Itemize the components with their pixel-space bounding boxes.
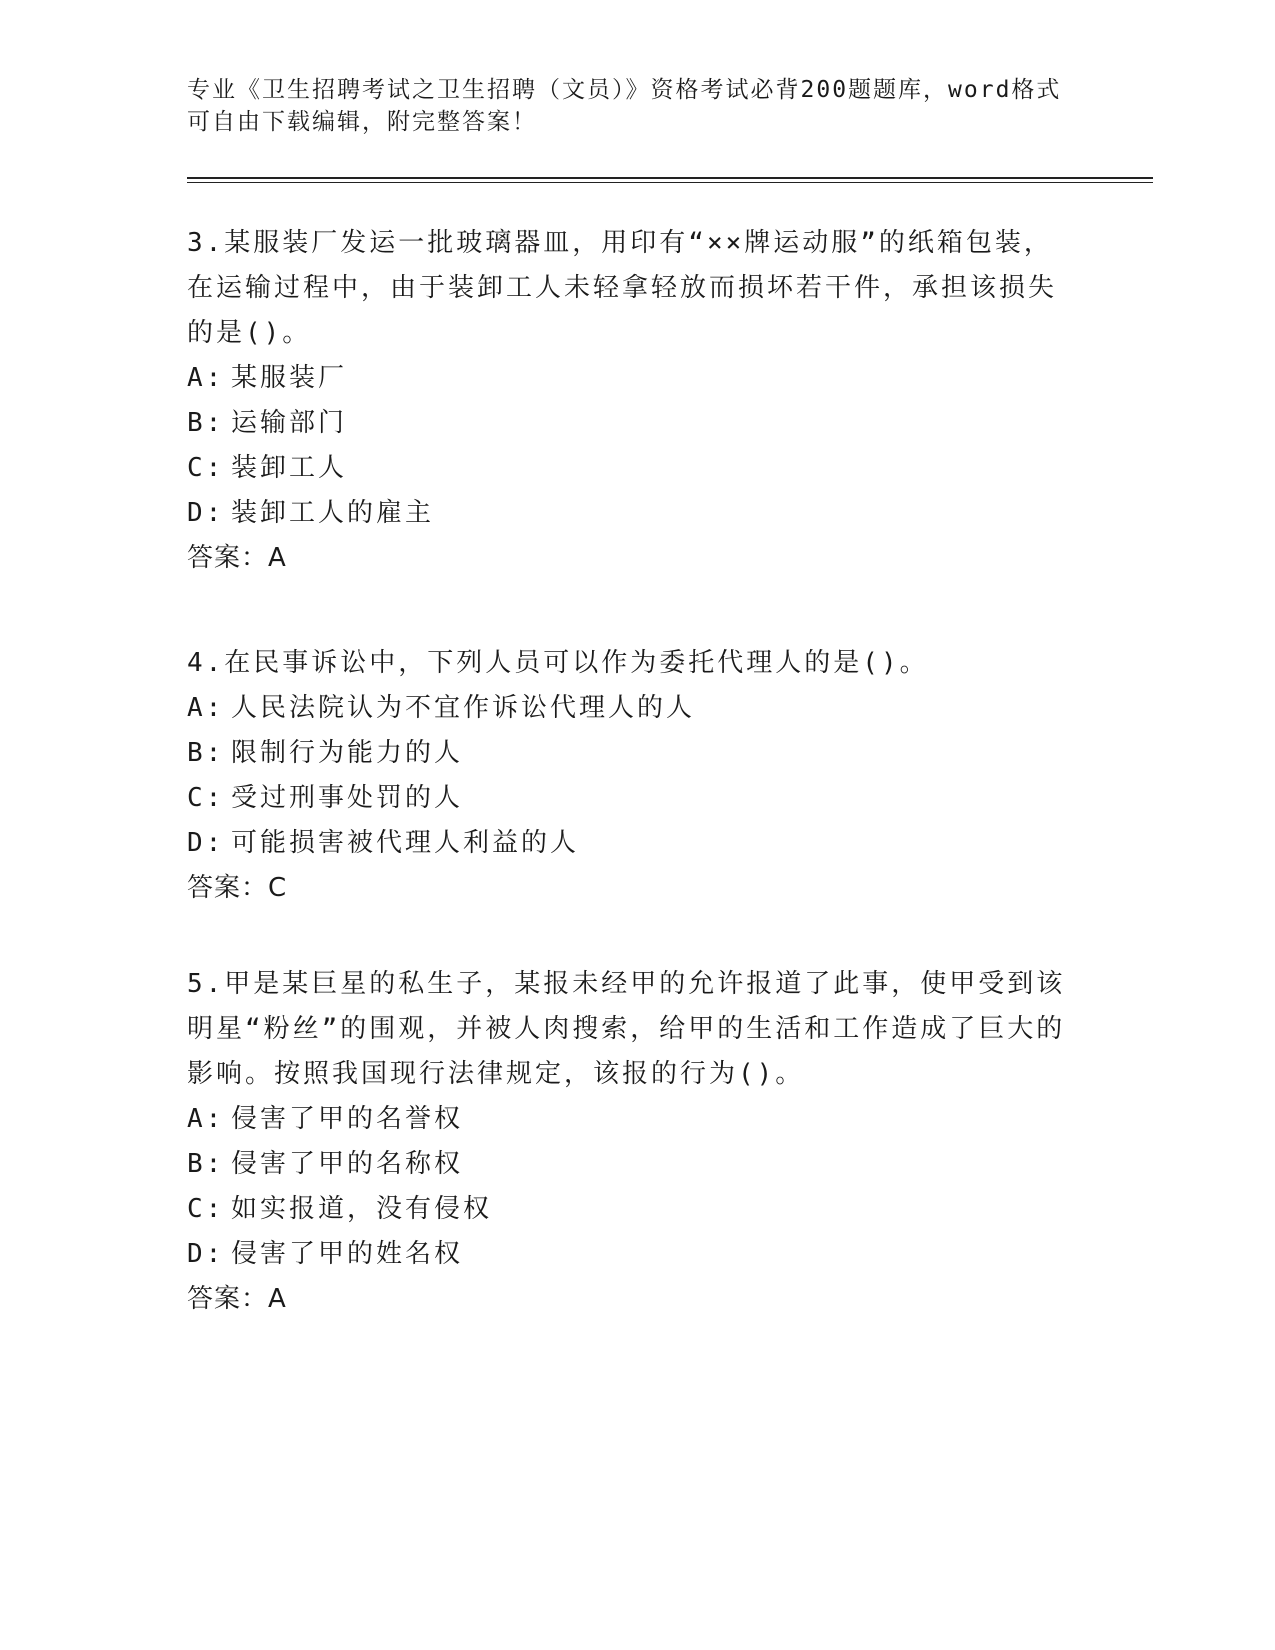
- option-d: [187, 1232, 1067, 1277]
- option-d: [187, 491, 1067, 536]
- document-header: [187, 74, 1067, 138]
- option-key: A:: [187, 1104, 225, 1134]
- option-text: 装卸工人的雇主: [231, 498, 435, 528]
- option-a: [187, 1097, 1067, 1142]
- option-key: D:: [187, 498, 225, 528]
- option-a: [187, 686, 1067, 731]
- option-text: 侵害了甲的名称权: [231, 1149, 464, 1179]
- option-key: A:: [187, 363, 225, 393]
- option-text: 运输部门: [231, 408, 348, 438]
- option-text: 如实报道，没有侵权: [231, 1194, 493, 1224]
- option-c: [187, 446, 1067, 491]
- option-c: [187, 1187, 1067, 1232]
- option-text: 限制行为能力的人: [231, 738, 464, 768]
- option-key: A:: [187, 693, 225, 723]
- option-key: C:: [187, 783, 225, 813]
- option-text: 人民法院认为不宜作诉讼代理人的人: [231, 693, 696, 723]
- option-key: B:: [187, 1149, 225, 1179]
- option-text: 侵害了甲的名誉权: [231, 1104, 464, 1134]
- question-block: [187, 641, 1067, 911]
- option-c: [187, 776, 1067, 821]
- option-key: D:: [187, 1239, 225, 1269]
- question-block: [187, 962, 1067, 1322]
- answer-line: 答案：A: [187, 1284, 287, 1314]
- header-divider: [187, 177, 1153, 183]
- option-key: B:: [187, 408, 225, 438]
- option-d: [187, 821, 1067, 866]
- header-text: 专业《卫生招聘考试之卫生招聘（文员）》资格考试必背200题题库，word格式可自由下载编辑，附完整答案！: [187, 77, 1062, 135]
- answer-line: 答案：C: [187, 873, 288, 903]
- option-b: [187, 401, 1067, 446]
- option-b: [187, 731, 1067, 776]
- option-key: C:: [187, 453, 225, 483]
- option-text: 某服装厂: [231, 363, 348, 393]
- option-key: B:: [187, 738, 225, 768]
- option-text: 装卸工人: [231, 453, 348, 483]
- question-stem: 4.在民事诉讼中，下列人员可以作为委托代理人的是()。: [187, 648, 929, 678]
- option-text: 受过刑事处罚的人: [231, 783, 464, 813]
- option-key: D:: [187, 828, 225, 858]
- option-text: 侵害了甲的姓名权: [231, 1239, 464, 1269]
- question-stem: 3.某服装厂发运一批玻璃器皿，用印有“××牌运动服”的纸箱包装，在运输过程中，由于装卸工人未轻拿轻放而损坏若干件，承担该损失的是()。: [187, 228, 1058, 348]
- option-key: C:: [187, 1194, 225, 1224]
- question-stem: 5.甲是某巨星的私生子，某报未经甲的允许报道了此事，使甲受到该明星“粉丝”的围观，并被人肉搜索，给甲的生活和工作造成了巨大的影响。按照我国现行法律规定，该报的行为()。: [187, 969, 1066, 1089]
- option-text: 可能损害被代理人利益的人: [231, 828, 580, 858]
- question-block: [187, 221, 1067, 581]
- option-b: [187, 1142, 1067, 1187]
- option-a: [187, 356, 1067, 401]
- answer-line: 答案：A: [187, 543, 287, 573]
